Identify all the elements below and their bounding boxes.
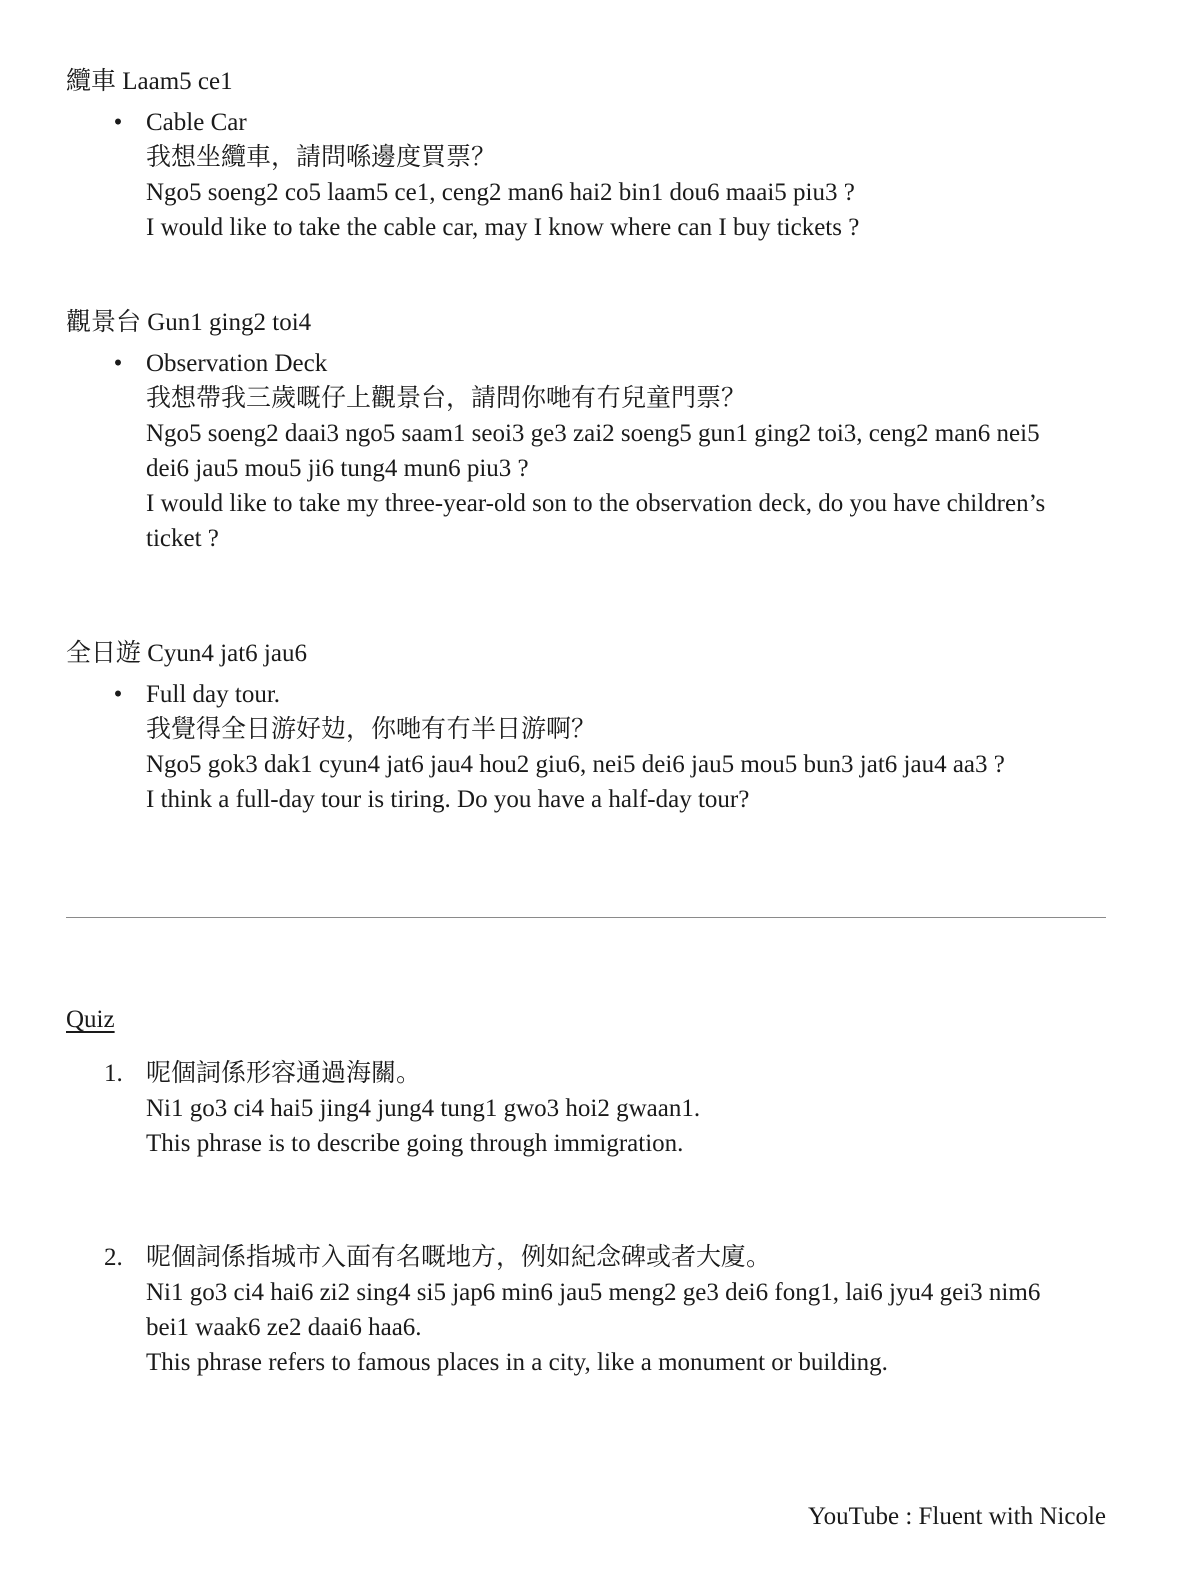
entry-english-sentence: I think a full-day tour is tiring. Do you have a half-day tour? — [146, 786, 750, 813]
entry-english-title: Cable Car — [146, 109, 247, 136]
entry-english-sentence-cont: ticket ? — [146, 525, 219, 552]
section-entry-full-day-tour — [113, 677, 1110, 817]
quiz-chinese-clue: 呢個詞係指城市入面有名嘅地方，例如紀念碑或者大廈。 — [146, 1244, 772, 1271]
footer-credit: YouTube : Fluent with Nicole — [808, 1503, 1106, 1530]
entry-english-sentence: I would like to take my three-year-old son to the observation deck, do you have children’s — [146, 490, 1046, 517]
entry-chinese-sentence: 我想坐纜車，請問喺邊度買票？ — [146, 144, 497, 171]
quiz-title: Quiz — [66, 1006, 115, 1033]
entry-jyutping-sentence: Ngo5 gok3 dak1 cyun4 jat6 jau4 hou2 giu6, nei5 dei6 jau5 mou5 bun3 jat6 jau4 aa3 ? — [146, 751, 1005, 778]
section-heading-observation-deck: 觀景台 Gun1 ging2 toi4 — [66, 309, 312, 336]
quiz-item-1 — [104, 1056, 1110, 1161]
quiz-jyutping-clue: Ni1 go3 ci4 hai5 jing4 jung4 tung1 gwo3 hoi2 gwaan1. — [146, 1095, 701, 1122]
quiz-chinese-clue: 呢個詞係形容通過海關。 — [146, 1060, 422, 1087]
entry-english-title: Observation Deck — [146, 350, 328, 377]
entry-chinese-sentence: 我覺得全日游好攰，你哋有冇半日游啊？ — [146, 716, 597, 743]
bullet-marker: • — [113, 109, 123, 136]
entry-chinese-sentence: 我想帶我三歲嘅仔上觀景台，請問你哋有冇兒童門票？ — [146, 385, 747, 412]
entry-english-title: Full day tour. — [146, 681, 281, 708]
quiz-item-number: 1. — [104, 1060, 123, 1087]
quiz-item-number: 2. — [104, 1244, 123, 1271]
section-entry-cable-car — [113, 105, 1110, 245]
quiz-jyutping-clue-cont: bei1 waak6 ze2 daai6 haa6. — [146, 1314, 422, 1341]
quiz-english-clue: This phrase refers to famous places in a city, like a monument or building. — [146, 1349, 888, 1376]
quiz-item-2 — [104, 1240, 1110, 1380]
bullet-marker: • — [113, 350, 123, 377]
section-entry-observation-deck — [113, 346, 1110, 556]
section-heading-full-day-tour: 全日遊 Cyun4 jat6 jau6 — [66, 640, 307, 667]
quiz-english-clue: This phrase is to describe going through immigration. — [146, 1130, 684, 1157]
entry-english-sentence: I would like to take the cable car, may I know where can I buy tickets ? — [146, 214, 860, 241]
entry-jyutping-sentence: Ngo5 soeng2 daai3 ngo5 saam1 seoi3 ge3 zai2 soeng5 gun1 ging2 toi3, ceng2 man6 nei5 — [146, 420, 1040, 447]
entry-jyutping-sentence-cont: dei6 jau5 mou5 ji6 tung4 mun6 piu3 ? — [146, 455, 529, 482]
bullet-marker: • — [113, 681, 123, 708]
entry-jyutping-sentence: Ngo5 soeng2 co5 laam5 ce1, ceng2 man6 hai2 bin1 dou6 maai5 piu3 ? — [146, 179, 855, 206]
horizontal-divider — [66, 917, 1106, 918]
quiz-jyutping-clue: Ni1 go3 ci4 hai6 zi2 sing4 si5 jap6 min6 jau5 meng2 ge3 dei6 fong1, lai6 jyu4 gei3 nim6 — [146, 1279, 1041, 1306]
section-heading-cable-car: 纜車 Laam5 ce1 — [66, 68, 233, 95]
